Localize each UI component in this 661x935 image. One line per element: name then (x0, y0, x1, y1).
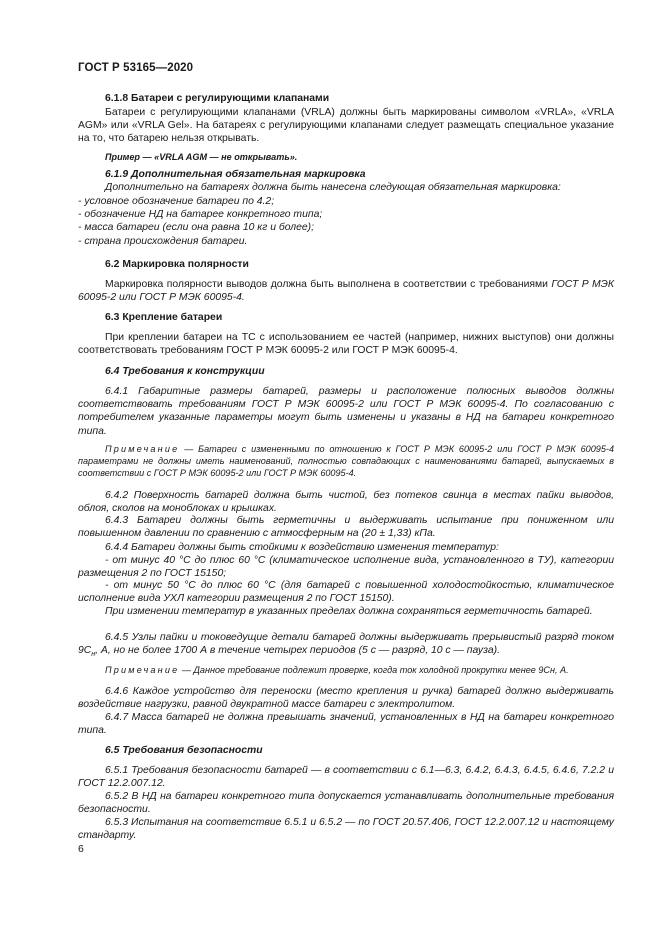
paragraph-6-4-2: 6.4.2 Поверхность батарей должна быть чистой, без потеков свинца в местах пайки выводов, облоя, сколов на моноблоках и крышках. (78, 490, 614, 515)
heading-6-2: 6.2 Маркировка полярности (105, 259, 249, 270)
paragraph-6-2-text: Маркировка полярности выводов должна быть выполнена в соответствии с требованиями (105, 279, 548, 290)
paragraph-6-1-9-intro: Дополнительно на батареях должна быть нанесена следующая обязательная маркировка: (105, 182, 561, 193)
example-6-1-8: Пример — «VRLA AGM — не открывать». (105, 152, 298, 162)
paragraph-6-4-5 (78, 631, 614, 657)
paragraph-6-2 (78, 278, 614, 304)
heading-6-1-9: 6.1.9 Дополнительная обязательная маркировка (105, 169, 366, 180)
paragraph-6-1-8: Батареи с регулирующими клапанами (VRLA) должны быть маркированы символом «VRLA», «VRLA AGM» или «VRLA Gel». На батареях с регулирующими клапанами следует размещать специальное указание на то, что батарею нельзя открывать. (78, 107, 614, 145)
heading-6-5: 6.5 Требования безопасности (105, 745, 263, 756)
heading-6-1-8: 6.1.8 Батареи с регулирующими клапанами (105, 93, 330, 104)
paragraph-6-4-1: 6.4.1 Габаритные размеры батарей, размеры и расположение полюсных выводов должны соответствовать требованиям ГОСТ Р МЭК 60095-2 или ГОСТ Р МЭК 60095-4. По согласованию с потребителем указанные параметры могут быть изменены и указаны в НД на батареи конкретного типа. (78, 386, 614, 437)
list-6-1-9 (78, 195, 614, 248)
list-item: - страна происхождения батареи. (78, 235, 248, 247)
document-header: ГОСТ Р 53165—2020 (78, 62, 194, 74)
note-6-4-5 (78, 664, 614, 676)
paragraph-6-4-7: 6.4.7 Масса батарей не должна превышать значений, установленных в НД на батареи конкретного типа. (78, 712, 614, 737)
heading-6-4: 6.4 Требования к конструкции (105, 366, 265, 377)
paragraph-6-4-4-b: - от минус 50 °С до плюс 60 °С (для батарей с повышенной холодостойкостью, климатическое исполнение вида УХЛ категории размещения 2 по ГОСТ 15150). (78, 580, 614, 605)
paragraph-6-3: При креплении батареи на ТС с использованием ее частей (например, нижних выступов) они должны соответствовать требованиям ГОСТ Р МЭК 60095-2 или ГОСТ Р МЭК 60095-4. (78, 332, 614, 357)
paragraph-6-5-2: 6.5.2 В НД на батареи конкретного типа допускается устанавливать дополнительные требования безопасности. (78, 791, 614, 816)
paragraph-6-4-4-a: - от минус 40 °С до плюс 60 °С (климатическое исполнение вида, установленного в ТУ), категории размещения 2 по ГОСТ 15150; (78, 555, 614, 580)
note-label: Примечание (105, 444, 180, 454)
paragraph-6-2-ref: ГОСТ Р МЭК 60095-2 или ГОСТ Р МЭК 60095-4. (78, 279, 615, 304)
p645-sub: н (91, 651, 96, 659)
paragraph-6-4-6: 6.4.6 Каждое устройство для переноски (место крепления и ручка) батарей должно выдерживать воздействие нагрузки, равной двукратной массе батареи с электролитом. (78, 686, 614, 711)
p645-post: , А, но не более 1700 А в течение четырех периодов (5 с — разряд, 10 с — пауза). (95, 645, 500, 657)
note-label: Примечание (105, 665, 180, 675)
note-text: — Батареи с измененными по отношению к ГОСТ Р МЭК 60095-2 или ГОСТ Р МЭК 60095-4 параметрами не должны иметь наименований, полностью совпадающих с наименованиями батарей, выпускаемых в соответствии с ГОСТ Р МЭК 60095-2 или ГОСТ Р МЭК 60095-4. (78, 444, 614, 479)
paragraph-6-4-4-c: При изменении температур в указанных пределах должна сохраняться герметичность батарей. (105, 606, 593, 617)
note-6-4-1 (78, 443, 614, 480)
page-number: 6 (78, 843, 84, 855)
note-text: — Данное требование подлежит проверке, когда ток холодной прокрутки менее 9Сн, А. (179, 665, 569, 675)
paragraph-6-4-4: 6.4.4 Батареи должны быть стойкими к воздействию изменения температур: (105, 542, 499, 553)
p645-pre: 6.4.5 Узлы пайки и токоведущие детали батарей должны выдерживать прерывистый разряд током 9С (78, 632, 614, 657)
heading-6-3: 6.3 Крепление батареи (105, 312, 223, 323)
paragraph-6-4-3: 6.4.3 Батареи должны быть герметичны и выдерживать испытание при пониженном или повышенном давлении по сравнению с атмосферным на (20 ± 1,33) кПа. (78, 515, 614, 540)
list-item: - масса батареи (если она равна 10 кг и более); (78, 222, 315, 234)
list-item: - обозначение НД на батарее конкретного типа; (78, 209, 323, 221)
paragraph-6-5-3: 6.5.3 Испытания на соответствие 6.5.1 и 6.5.2 — по ГОСТ 20.57.406, ГОСТ 12.2.007.12 и настоящему стандарту. (78, 817, 614, 842)
list-item: - условное обозначение батареи по 4.2; (78, 196, 275, 207)
paragraph-6-5-1: 6.5.1 Требования безопасности батарей — в соответствии с 6.1—6.3, 6.4.2, 6.4.3, 6.4.5, 6.4.6, 7.2.2 и ГОСТ 12.2.007.12. (78, 765, 614, 790)
